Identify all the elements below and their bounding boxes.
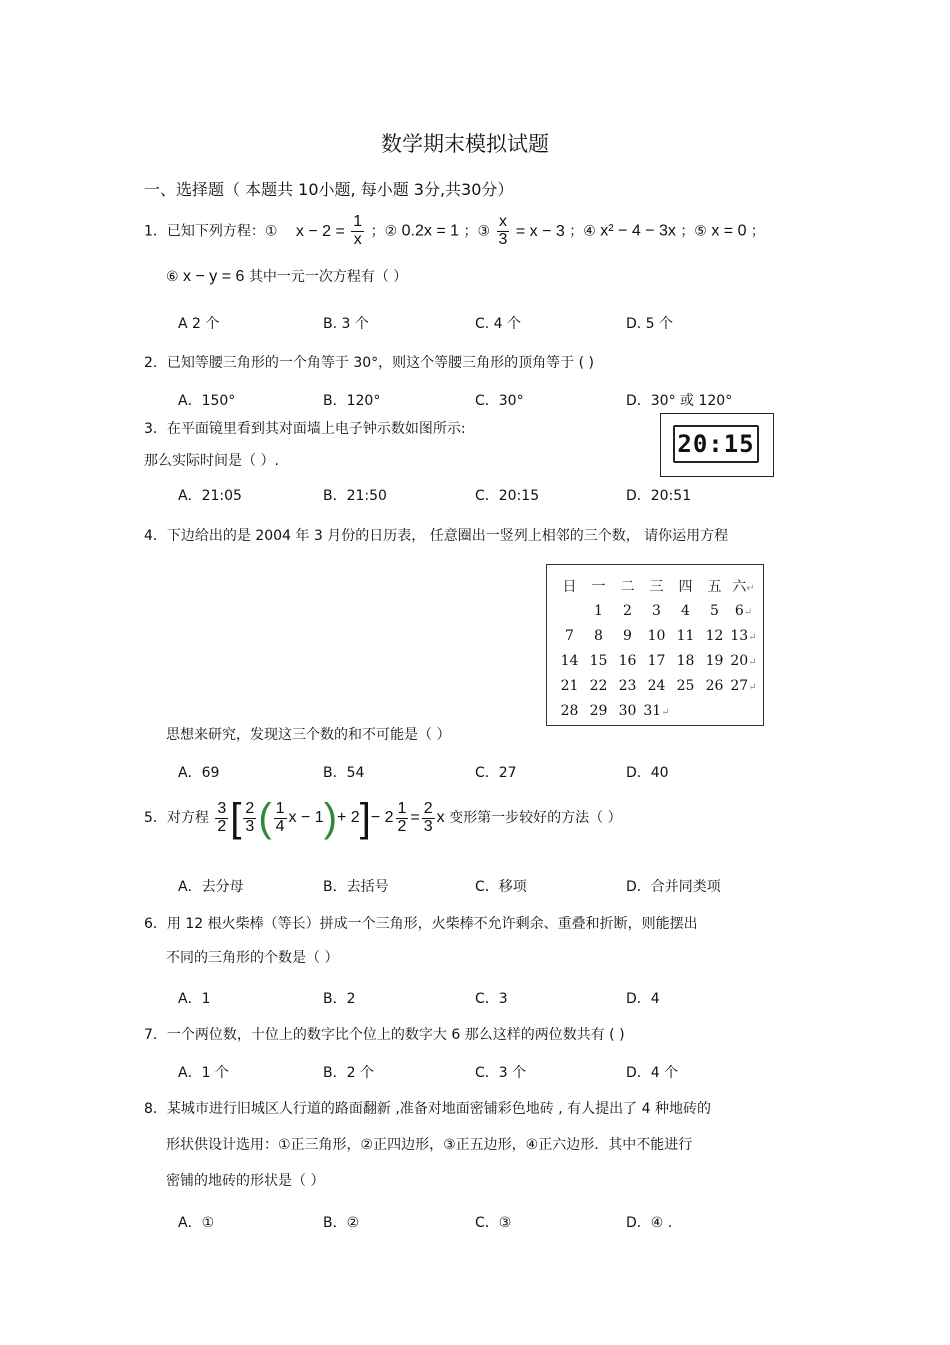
q1-option-b[interactable]: B. 3 个: [323, 316, 369, 332]
calendar-cell: 3: [652, 602, 661, 619]
q1-eq5: x = 0: [711, 222, 747, 240]
clock-display: 20:15: [673, 425, 759, 463]
q5-option-b[interactable]: B．去括号: [323, 879, 389, 895]
frac-num: 2: [423, 799, 433, 817]
q1-eq3-num: x: [498, 213, 507, 230]
right-paren-icon: ): [323, 796, 338, 840]
q1-eq1-fraction: [351, 214, 364, 249]
q1-marker-6: ⑥: [166, 269, 179, 285]
q3-option-b[interactable]: B．21:50: [323, 488, 387, 504]
q5-equals: =: [410, 809, 420, 827]
calendar-cell: [555, 598, 584, 623]
question-6-line-2: 不同的三角形的个数是（ ）: [166, 950, 339, 966]
return-mark-icon: ↵: [748, 656, 757, 668]
return-mark-icon: ↵: [746, 582, 755, 594]
question-8-line-1: 8．某城市进行旧城区人行道的路面翻新 ,准备对地面密铺彩色地砖 , 有人提出了 4 种地砖的: [144, 1101, 711, 1117]
question-8-line-3: 密铺的地砖的形状是（ ）: [166, 1173, 325, 1189]
calendar-row: [555, 623, 758, 648]
digital-clock-figure: [660, 413, 774, 477]
q7-option-a[interactable]: A．1 个: [178, 1065, 229, 1081]
q3-option-a[interactable]: A．21:05: [178, 488, 242, 504]
q2-option-c[interactable]: C．30°: [475, 393, 524, 409]
q5-prompt: 变形第一步较好的方法（ ）: [449, 810, 622, 827]
calendar-cell: 11: [676, 627, 695, 644]
q1-eq1-left: x − 2 =: [295, 222, 345, 240]
calendar-cell-value: 20: [730, 652, 749, 669]
left-square-bracket-icon: [: [230, 796, 242, 840]
q1-eq3-den: 3: [498, 230, 508, 248]
calendar-header-cell: 四: [678, 578, 693, 595]
q4-option-d[interactable]: D．40: [626, 765, 669, 781]
q5-minus-two: − 2: [370, 809, 394, 827]
frac-num: 1: [397, 799, 407, 817]
calendar-cell: 23: [618, 677, 637, 694]
q1-sep-3: ；④: [569, 223, 596, 240]
calendar-header-cell: 一: [591, 578, 606, 595]
calendar-cell: [671, 698, 700, 723]
q1-eq1-den: x: [353, 230, 362, 248]
calendar-cell: [729, 673, 758, 698]
question-8-line-2: 形状供设计选用：①正三角形，②正四边形，③正五边形，④正六边形．其中不能进行: [166, 1137, 693, 1153]
question-1-line-2: [166, 266, 407, 286]
q1-sep-2: ；③: [463, 223, 491, 240]
calendar-cell-value: 6: [734, 602, 744, 619]
q5-option-a[interactable]: A．去分母: [178, 879, 244, 895]
calendar-header-sat: 六: [732, 578, 747, 595]
q1-eq1: [295, 213, 371, 248]
return-mark-icon: ↵: [748, 631, 757, 643]
q7-option-d[interactable]: D．4 个: [626, 1065, 679, 1081]
question-6-line-1: 6．用 12 根火柴棒（等长）拼成一个三角形，火柴棒不允许剩余、重叠和折断，则能摆出: [144, 916, 698, 932]
q8-option-d[interactable]: D．④ .: [626, 1215, 673, 1231]
frac-den: 4: [275, 817, 285, 835]
right-square-bracket-icon: ]: [359, 796, 371, 840]
calendar-table: [555, 573, 758, 723]
calendar-cell: 8: [594, 627, 603, 644]
calendar-cell: 4: [681, 602, 690, 619]
calendar-row: [555, 598, 758, 623]
q5-frac-1-2: [396, 801, 409, 836]
q8-option-c[interactable]: C．③: [475, 1215, 512, 1231]
q5-frac-2-3: [243, 801, 256, 836]
q1-option-c[interactable]: C. 4 个: [475, 316, 522, 332]
question-4-line-2: 思想来研究，发现这三个数的和不可能是（ ）: [166, 727, 451, 743]
q2-option-d[interactable]: D．30° 或 120°: [626, 393, 733, 409]
calendar-cell: 28: [560, 702, 579, 719]
q5-number: 5．对方程: [144, 810, 209, 827]
q4-option-a[interactable]: A．69: [178, 765, 220, 781]
frac-den: 2: [397, 817, 407, 835]
q1-option-a[interactable]: A 2 个: [178, 316, 220, 332]
calendar-cell: 24: [647, 677, 666, 694]
q1-number: 1．已知下列方程：①: [144, 223, 278, 240]
q1-eq4: x² − 4 − 3x: [600, 222, 676, 240]
calendar-header-cell: 五: [707, 578, 722, 595]
calendar-cell: 30: [618, 702, 637, 719]
q1-eq6: x − y = 6: [183, 268, 245, 285]
q5-plus-two: + 2: [337, 809, 360, 827]
calendar-cell: 2: [623, 602, 632, 619]
q1-sep-5: ；: [750, 223, 765, 240]
q5-frac-3-2: [215, 801, 228, 836]
calendar-cell: 26: [705, 677, 724, 694]
calendar-cell: [642, 698, 671, 723]
calendar-cell: 25: [676, 677, 695, 694]
question-4-line-1: 4．下边给出的是 2004 年 3 月份的日历表， 任意圈出一竖列上相邻的三个数， 请你运用方程: [144, 528, 729, 544]
q6-option-b[interactable]: B．2: [323, 991, 356, 1007]
question-5: [144, 798, 622, 838]
return-mark-icon: ↵: [748, 681, 757, 693]
calendar-cell: 22: [589, 677, 608, 694]
section-heading: 一、选择题（ 本题共 10小题, 每小题 3分,共30分）: [144, 180, 514, 199]
calendar-row: [555, 648, 758, 673]
q1-eq2: 0.2x = 1: [401, 222, 460, 240]
calendar-cell: [729, 598, 758, 623]
calendar-cell: 16: [618, 652, 637, 669]
calendar-header-cell: 日: [562, 578, 577, 595]
calendar-cell: 10: [647, 627, 666, 644]
calendar-cell: [700, 698, 729, 723]
calendar-cell: 15: [589, 652, 608, 669]
question-3-line-1: 3．在平面镜里看到其对面墙上电子钟示数如图所示:: [144, 421, 466, 437]
return-mark-icon: ↵: [661, 706, 670, 718]
q5-equation: [213, 796, 449, 840]
calendar-cell: [729, 623, 758, 648]
q1-eq3-fraction: [497, 214, 510, 249]
q7-option-b[interactable]: B．2 个: [323, 1065, 374, 1081]
q1-eq3-right: = x − 3: [515, 222, 565, 240]
q2-option-a[interactable]: A．150°: [178, 393, 236, 409]
calendar-cell-value: 27: [730, 677, 749, 694]
q5-frac-2-3-rhs: [422, 801, 435, 836]
q4-option-b[interactable]: B．54: [323, 765, 365, 781]
q1-eq3: [495, 213, 570, 248]
q2-option-b[interactable]: B．120°: [323, 393, 381, 409]
q8-option-a[interactable]: A．①: [178, 1215, 215, 1231]
calendar-header-cell: 三: [649, 578, 664, 595]
frac-den: 3: [423, 817, 433, 835]
calendar-cell: 21: [560, 677, 579, 694]
q1-prompt: 其中一元一次方程有（ ）: [248, 269, 408, 285]
q5-option-c[interactable]: C．移项: [475, 879, 527, 895]
q5-option-d[interactable]: D．合并同类项: [626, 879, 721, 895]
calendar-cell: 5: [710, 602, 719, 619]
frac-num: 3: [217, 799, 227, 817]
q1-eq1-num: 1: [353, 213, 363, 230]
calendar-cell: 17: [647, 652, 666, 669]
q1-option-d[interactable]: D. 5 个: [626, 316, 674, 332]
calendar-row: [555, 673, 758, 698]
calendar-cell: 1: [594, 602, 603, 619]
calendar-cell: 7: [565, 627, 574, 644]
calendar-row: [555, 698, 758, 723]
calendar-cell: [729, 698, 758, 723]
q4-option-c[interactable]: C．27: [475, 765, 517, 781]
q3-option-d[interactable]: D．20:51: [626, 488, 692, 504]
q5-inner-expr: x − 1: [288, 809, 324, 827]
calendar-cell: 18: [676, 652, 695, 669]
calendar-cell: 9: [623, 627, 632, 644]
q1-sep-1: ；②: [370, 223, 398, 240]
question-3-line-2: 那么实际时间是（ ）.: [144, 453, 279, 469]
q5-frac-1-4: [274, 801, 287, 836]
frac-num: 2: [245, 799, 255, 817]
q6-option-d[interactable]: D．4: [626, 991, 660, 1007]
calendar-figure: [546, 564, 764, 726]
calendar-header-row: [555, 573, 758, 598]
frac-den: 2: [217, 817, 227, 835]
calendar-cell: 12: [705, 627, 724, 644]
q3-option-c[interactable]: C．20:15: [475, 488, 540, 504]
q5-x: x: [436, 809, 445, 827]
q8-option-b[interactable]: B．②: [323, 1215, 360, 1231]
calendar-cell: [729, 648, 758, 673]
q1-sep-4: ；⑤: [680, 223, 707, 240]
calendar-cell: 29: [589, 702, 608, 719]
question-1-line-1: [144, 214, 765, 249]
left-paren-icon: (: [258, 796, 272, 840]
calendar-cell: 19: [705, 652, 724, 669]
calendar-cell-value: 13: [730, 627, 749, 644]
question-2: 2．已知等腰三角形的一个角等于 30°，则这个等腰三角形的顶角等于 ( ): [144, 355, 594, 371]
question-7: 7．一个两位数，十位上的数字比个位上的数字大 6 那么这样的两位数共有 ( ): [144, 1027, 625, 1043]
q7-option-c[interactable]: C．3 个: [475, 1065, 527, 1081]
frac-num: 1: [275, 799, 285, 817]
calendar-header-cell: 二: [620, 578, 635, 595]
frac-den: 3: [245, 817, 255, 835]
calendar-cell: 14: [560, 652, 579, 669]
return-mark-icon: ↵: [743, 606, 753, 618]
q6-option-a[interactable]: A．1: [178, 991, 211, 1007]
q6-option-c[interactable]: C．3: [475, 991, 508, 1007]
page-title: 数学期末模拟试题: [381, 132, 549, 156]
calendar-header-cell: [729, 573, 758, 598]
calendar-cell-value: 31: [643, 702, 662, 719]
